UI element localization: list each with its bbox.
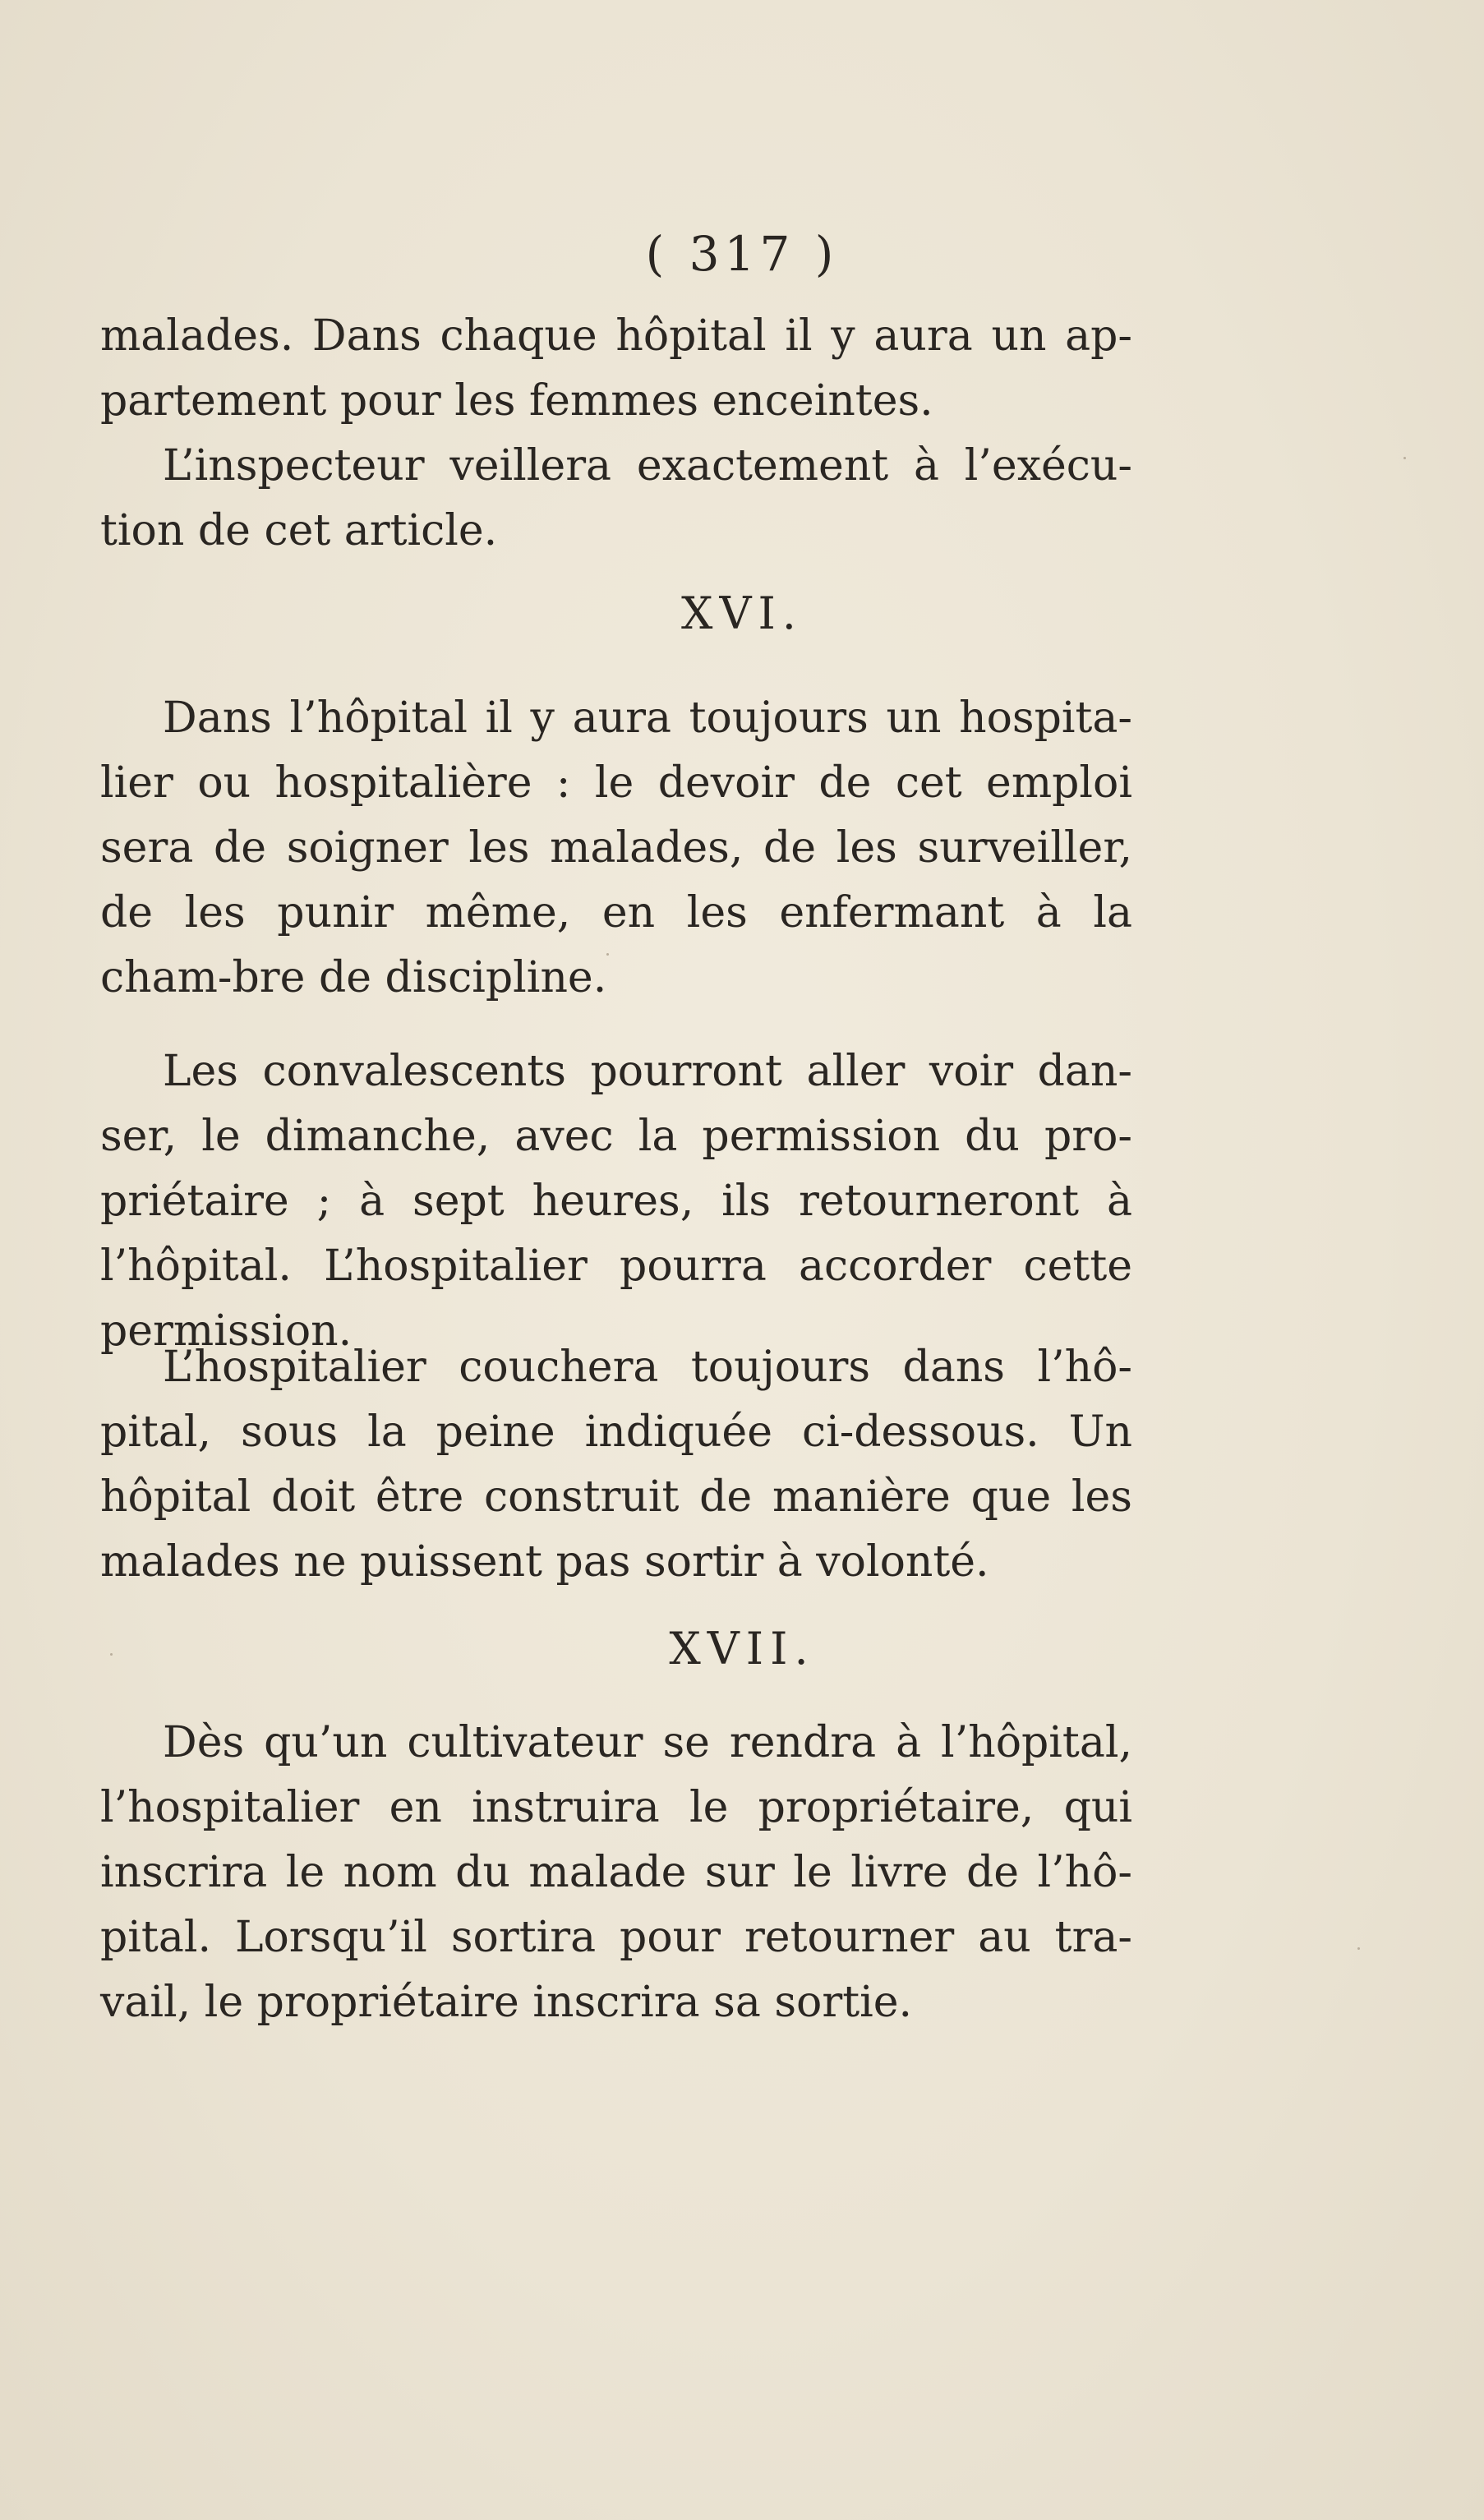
paragraph-group-xvi-b (100, 1039, 1132, 1364)
paragraph-group-xvii (100, 1711, 1132, 2035)
paragraph-inspector: L’inspecteur veillera exactement à l’exécu-tion de cet article. (100, 441, 1132, 555)
paper-speck (1357, 1947, 1360, 1950)
paragraph-maternity-ward: malades. Dans chaque hôpital il y aura un ap-partement pour les femmes enceintes. (100, 311, 1132, 426)
page-number: ( 317 ) (645, 226, 839, 282)
paragraph-keeper-sleeps: L’hospitalier couchera toujours dans l’hô-pital, sous la peine indiquée ci-dessous. Un hôpital doit être construit de manière que les malades ne puissent pas sortir à volonté. (100, 1343, 1132, 1587)
paper-speck (606, 953, 609, 956)
paper-speck (110, 1653, 113, 1656)
paragraph-group-xvi-c (100, 1335, 1132, 1595)
section-heading-xvii: XVII. (669, 1623, 815, 1675)
paragraph-convalescents: Les convalescents pourront aller voir dan-ser, le dimanche, avec la permission du pro-priétaire ; à sept heures, ils retourneront à l’hôpital. L’hospitalier pourra accorder cette permission. (100, 1047, 1132, 1356)
paragraph-group-xvi-a (100, 686, 1132, 1011)
paper-speck (1403, 457, 1406, 459)
paragraph-group-top (100, 304, 1132, 564)
paragraph-registration: Dès qu’un cultivateur se rendra à l’hôpital, l’hospitalier en instruira le propriétaire, qui inscrira le nom du malade sur le livre de l’hô-pital. Lorsqu’il sortira pour retourner au tra-vail, le propriétaire inscrira sa sortie. (100, 1718, 1132, 2027)
section-heading-xvi: XVI. (681, 587, 803, 639)
paragraph-hospital-keeper: Dans l’hôpital il y aura toujours un hospita-lier ou hospitalière : le devoir de cet emploi sera de soigner les malades, de les surveiller, de les punir même, en les enfermant à la cham-bre de discipline. (100, 693, 1132, 1002)
